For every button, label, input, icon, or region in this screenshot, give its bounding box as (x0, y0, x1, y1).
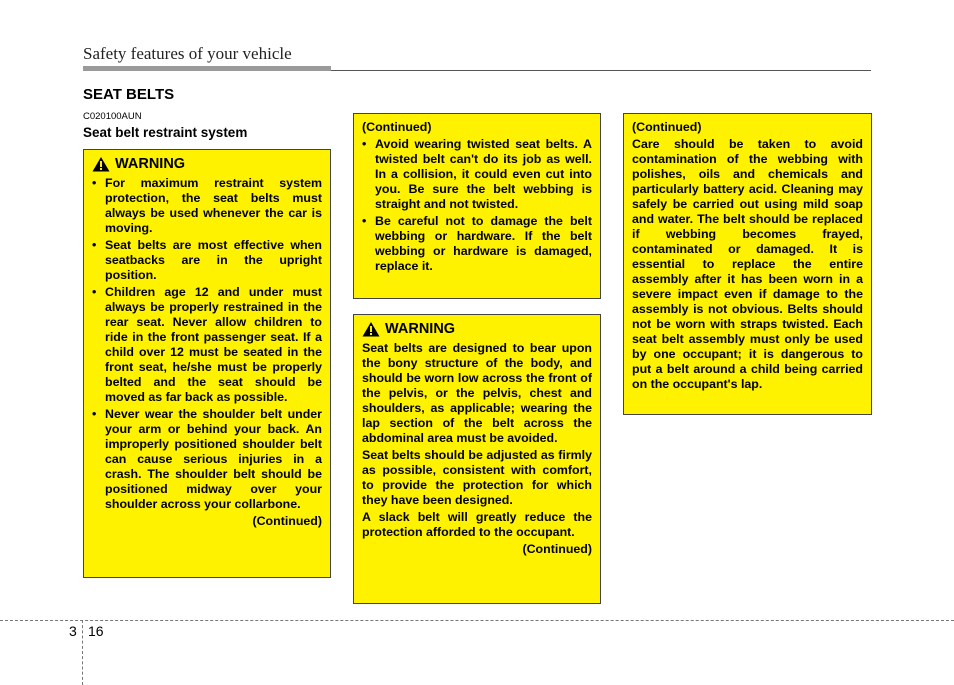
footer-rule (0, 620, 954, 621)
continued-box-right (623, 113, 872, 415)
warning-box-left (83, 149, 331, 578)
section-code: C020100AUN (83, 111, 142, 122)
continued-paragraph: Care should be taken to avoid contamination of the webbing with polishes, oils and chemicals and particularly battery acid. Cleaning may safely be carried out using mild soap and water. The belt should be replaced if webbing becomes frayed, contaminated or damaged. It is essential to replace the entire assembly after it has been worn in a severe impact even if damage to the assembly is not obvious. Belts should not be worn with straps twisted. Each seat belt assembly must only be used by one occupant; it is dangerous to put a belt around a child being carried on the occupant's lap. (632, 137, 863, 391)
warning-box-middle (353, 314, 601, 604)
list-item: • Avoid wearing twisted seat belts. A twisted belt can't do its job as well. In a collision, it could even cut into you. Be sure the belt webbing is straight and not twisted. (362, 137, 592, 212)
continued-label: (Continued) (252, 514, 322, 528)
continued-box-middle (353, 113, 601, 299)
warning-triangle-icon (92, 156, 110, 172)
warning-paragraph: Seat belts are designed to bear upon the bony structure of the body, and should be worn low across the front of the pelvis, or the pelvis, chest and shoulders, as applicable; wearing the lap section of the belt across the abdominal area must be avoided. (362, 341, 592, 445)
continued-list (362, 137, 592, 274)
list-item: • Never wear the shoulder belt under your arm or behind your back. An improperly positioned shoulder belt can cause serious injuries in a crash. The shoulder belt should be positioned midway over your shoulder across your collarbone. (92, 407, 322, 512)
list-item: • Be careful not to damage the belt webbing or hardware. If the belt webbing or hardware is damaged, replace it. (362, 214, 592, 274)
page-number: 16 (88, 623, 104, 639)
continued-label: (Continued) (362, 120, 432, 134)
chapter-number: 3 (69, 623, 77, 639)
header-rule-thick (83, 66, 331, 71)
section-subtitle: Seat belt restraint system (83, 125, 248, 140)
continued-label: (Continued) (522, 542, 592, 556)
warning-list (92, 176, 322, 512)
warning-heading (362, 321, 592, 337)
footer-divider (82, 620, 83, 685)
warning-heading-text: WARNING (115, 155, 186, 172)
warning-paragraph: Seat belts should be adjusted as firmly as possible, consistent with comfort, to provide the protection for which they have been designed. (362, 448, 592, 507)
warning-heading-text: WARNING (385, 320, 456, 337)
warning-triangle-icon (362, 321, 380, 337)
warning-paragraph: A slack belt will greatly reduce the protection afforded to the occupant. (362, 510, 592, 539)
list-item: • Children age 12 and under must always be properly restrained in the rear seat. Never allow children to ride in the front passenger seat. If a child over 12 must be seated in the front seat, he/she must be properly belted and the seat should be moved as far back as possible. (92, 285, 322, 405)
continued-label: (Continued) (632, 120, 702, 134)
list-item: • Seat belts are most effective when seatbacks are in the upright position. (92, 238, 322, 283)
list-item: • For maximum restraint system protection, the seat belts must always be used whenever the car is moving. (92, 176, 322, 236)
section-title: SEAT BELTS (83, 86, 175, 103)
header-rule-thin (331, 70, 871, 71)
warning-heading (92, 156, 322, 172)
page-header-title: Safety features of your vehicle (83, 44, 292, 63)
